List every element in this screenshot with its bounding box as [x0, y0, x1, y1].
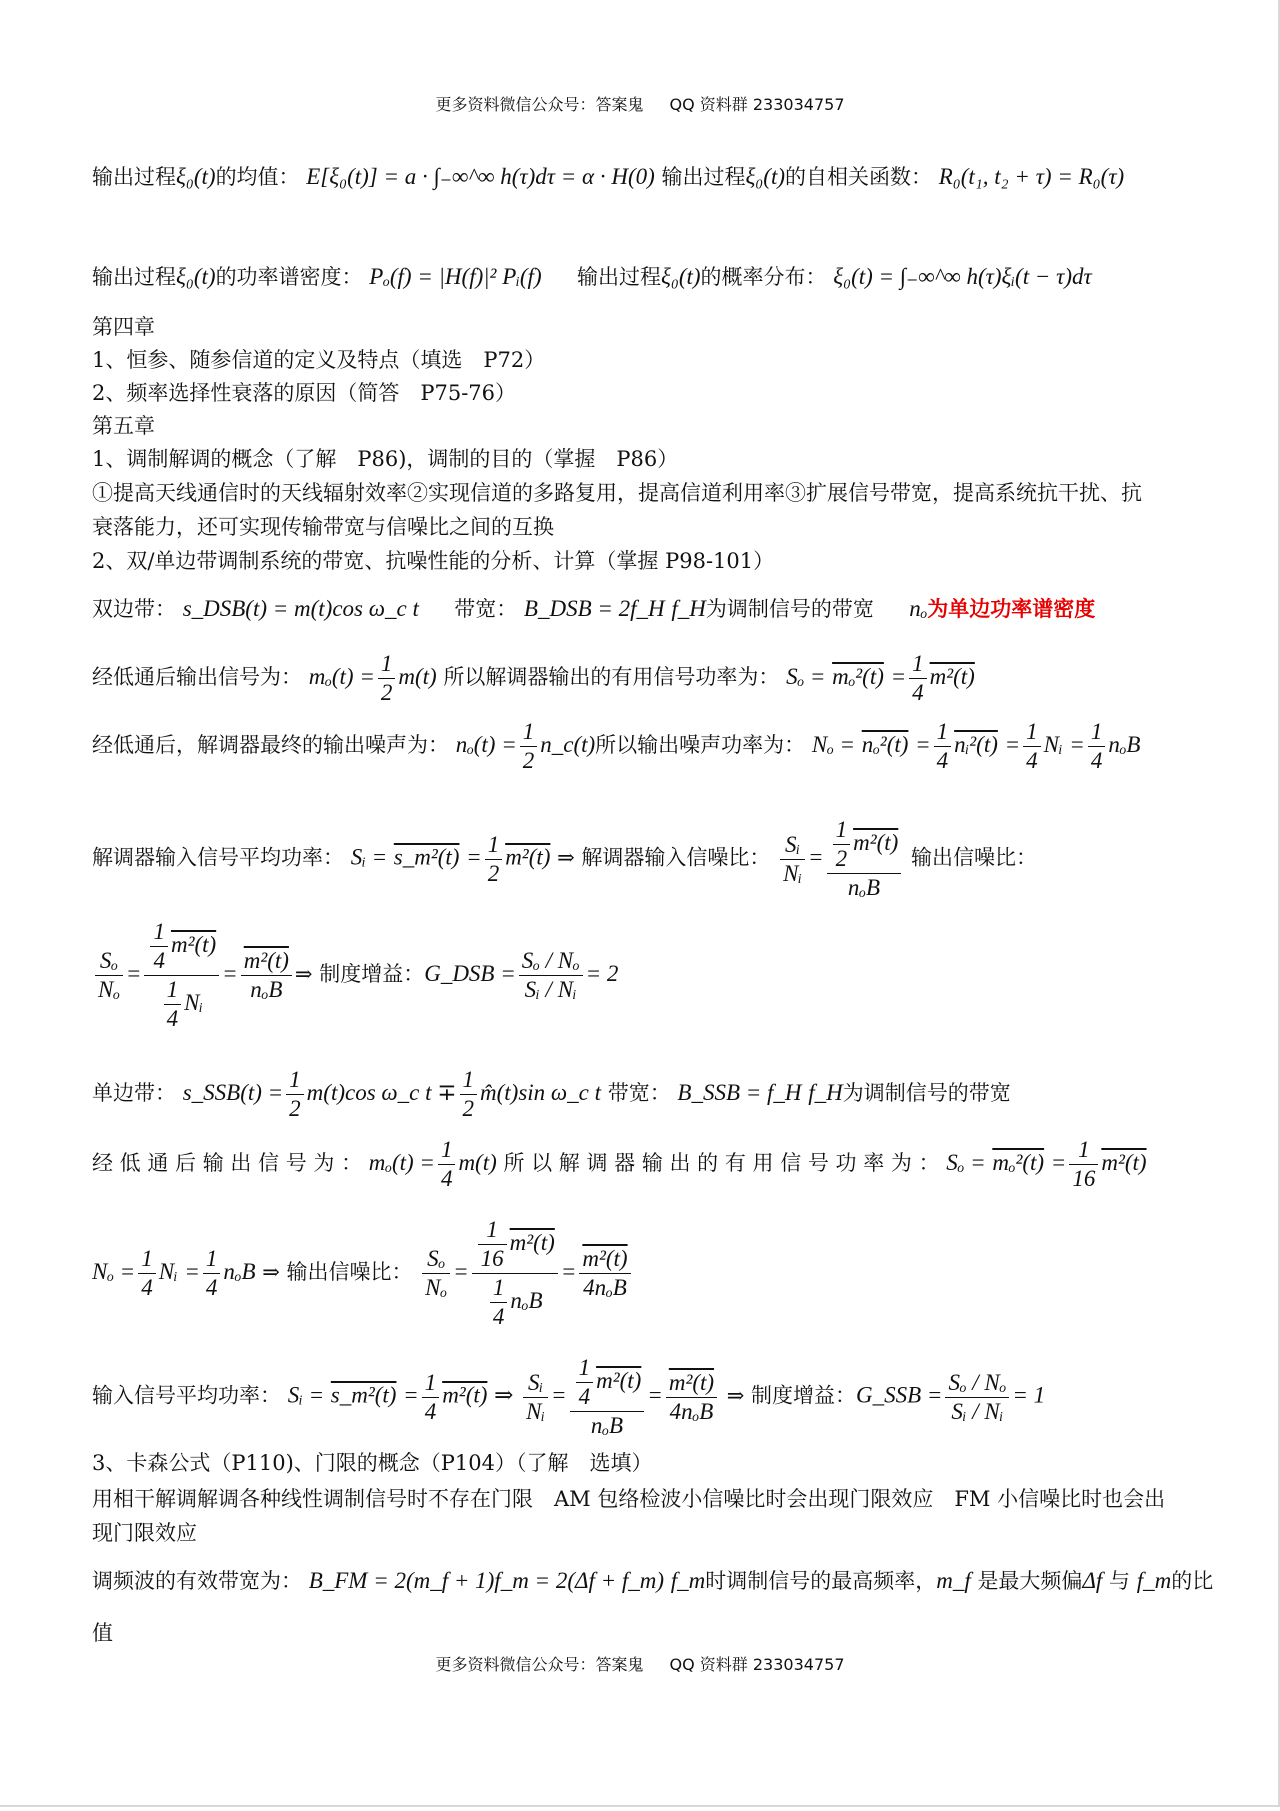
fraction-den: 4 [578, 1384, 591, 1409]
formula-mean: E[ξ₀(t)] = a · ∫₋∞^∞ h(τ)dτ = α · H(0) [306, 164, 655, 189]
fraction-num: 1 [1023, 718, 1041, 747]
fraction-den: 4 [153, 948, 165, 973]
fraction [934, 718, 952, 775]
text: 为调制信号的带宽 [705, 597, 874, 621]
formula: = [890, 664, 907, 689]
formula: = [125, 961, 142, 986]
fraction-num: 1 [1069, 1136, 1098, 1165]
formula: m²(t) [929, 664, 975, 689]
text: 解调器输入信号平均功率： [92, 845, 344, 870]
formula: = [1004, 732, 1021, 757]
fraction [945, 1369, 1009, 1426]
formula: m²(t) [170, 931, 217, 957]
fm-bandwidth-line-end: 值 [92, 1621, 113, 1645]
fraction [460, 1066, 478, 1123]
fraction-num: m²(t) [241, 947, 292, 976]
formula: Sₒ = [786, 664, 826, 689]
formula: s_m²(t) [393, 844, 460, 870]
fraction-den: 4 [205, 1275, 218, 1300]
formula: nₒ [909, 596, 928, 621]
fraction-den: 4 [166, 1006, 179, 1031]
fraction-den: 2 [522, 748, 535, 773]
text: 是最大频偏 [977, 1569, 1083, 1593]
ch5-item-3-detail-b: 现门限效应 [92, 1521, 197, 1545]
fraction-num: 1 [286, 1066, 304, 1095]
text: 的比 [1171, 1569, 1214, 1593]
formula: ξ₀(t) [660, 264, 701, 289]
text: 输出过程 [92, 265, 176, 289]
fraction-den: 2 [380, 680, 393, 705]
formula: nₒB [1108, 732, 1141, 757]
fraction-num: 1 [203, 1245, 221, 1274]
text: 输出信噪比： [910, 845, 1037, 870]
formula: n_c(t) [540, 732, 596, 757]
fraction [150, 918, 168, 975]
formula: ξ₀(t) [176, 164, 216, 189]
formula: = [466, 844, 482, 870]
formula: Sᵢ = [350, 844, 388, 870]
fraction [780, 831, 805, 888]
fraction-num: Sᵢ [780, 831, 805, 860]
formula: ξ₀(t) [745, 164, 786, 189]
formula-psd: Pₒ(f) = |H(f)|² Pᵢ(f) [369, 264, 542, 289]
fraction-den: 4 [492, 1304, 505, 1329]
formula: f_H [671, 596, 706, 621]
text: 输出过程 [92, 165, 176, 189]
fraction-den: Nᵢ [783, 860, 803, 886]
formula: = [915, 732, 931, 757]
dsb-gain-line [92, 918, 1218, 1033]
formula: Δf [1082, 1568, 1103, 1593]
text: 输出过程 [576, 265, 661, 289]
fraction [666, 1369, 717, 1426]
fraction [1023, 718, 1041, 775]
formula: s_SSB(t) = [182, 1080, 284, 1105]
fraction-den: 4 [936, 748, 949, 773]
fraction-num: m²(t) [666, 1369, 717, 1398]
text: 的均值： [215, 165, 300, 189]
text: 单边带： [92, 1081, 176, 1105]
text: 经 低 通 后 输 出 信 号 为 ： [92, 1151, 363, 1175]
ch5-item-1: 1、调制解调的概念（了解 P86)，调制的目的（掌握 P86） [92, 447, 679, 471]
formula: = [222, 961, 238, 986]
formula: Nₒ = [92, 1259, 136, 1284]
fraction-den: 2 [289, 1096, 301, 1121]
formula: = [808, 844, 824, 870]
ch5-item-3: 3、卡森公式（P110)、门限的概念（P104）（了解 选填） [92, 1451, 653, 1475]
formula: nₒ²(t) [861, 732, 909, 757]
fraction-den: 4nₒB [583, 1275, 627, 1300]
formula: m²(t) [505, 844, 551, 870]
formula-carson: B_FM = 2(m_f + 1)f_m = 2(Δf + f_m) [308, 1568, 665, 1593]
fraction [422, 1245, 450, 1302]
formula: mₒ(t) = [308, 664, 375, 689]
page-footer [0, 1652, 1280, 1675]
formula: m(t) [458, 1150, 497, 1175]
formula: Sᵢ = [287, 1382, 325, 1408]
dsb-output-noise-line [92, 718, 1218, 775]
fraction [520, 718, 538, 775]
fraction-num: 1 [164, 976, 182, 1005]
compound-fraction [827, 816, 902, 902]
fraction-num: 1 [422, 1369, 440, 1398]
highlight-text: 为单边功率谱密度 [927, 596, 1096, 621]
formula: nₒB [223, 1259, 256, 1284]
formula: = [551, 1382, 567, 1408]
fraction-den: 4 [141, 1275, 153, 1300]
fraction-num: 1 [576, 1354, 594, 1383]
formula: = [1050, 1150, 1067, 1175]
fraction-den: 4 [912, 680, 924, 705]
fraction [485, 831, 503, 888]
formula: = [403, 1382, 419, 1408]
compound-fraction [144, 918, 219, 1033]
formula: = 2 [585, 961, 619, 986]
fraction [378, 650, 396, 707]
fraction [138, 1245, 156, 1302]
formula: ξ₀(t) [176, 264, 216, 289]
formula: m_f [936, 1568, 971, 1593]
fraction-den: 4nₒB [669, 1398, 714, 1424]
fraction-num: Sₒ [95, 947, 123, 976]
formula: m̂(t)sin ω_c t [480, 1080, 602, 1105]
formula: f_m [670, 1568, 706, 1593]
text: 经低通后，解调器最终的输出噪声为： [92, 733, 449, 757]
formula: mₒ(t) = [368, 1150, 435, 1175]
formula: nᵢ²(t) [954, 732, 998, 757]
fraction [478, 1216, 507, 1273]
text: 输入信号平均功率： [92, 1383, 281, 1408]
text: 带宽： [454, 597, 518, 621]
formula: m²(t) [853, 829, 899, 855]
text: 调频波的有效带宽为： [92, 1569, 302, 1593]
formula: = [560, 1259, 577, 1284]
text: 的自相关函数： [785, 165, 933, 189]
formula: nₒB [510, 1287, 543, 1313]
fraction [1069, 1136, 1098, 1193]
fraction [438, 1136, 456, 1193]
formula: s_m²(t) [330, 1382, 397, 1408]
text: 所以解调器输出的有用信号功率为： [443, 665, 780, 689]
fraction-num: 1 [478, 1216, 507, 1245]
text: 的功率谱密度： [215, 265, 363, 289]
fraction [95, 947, 123, 1004]
fraction-num: 1 [1088, 718, 1106, 747]
text: 带宽： [607, 1081, 671, 1105]
formula: Nₒ = [811, 732, 856, 757]
fraction-den: Sᵢ / Nᵢ [524, 977, 577, 1002]
formula: G_SSB = [856, 1382, 943, 1408]
fraction-den: 4 [1026, 748, 1038, 773]
fraction-den: 16 [1072, 1166, 1096, 1191]
formula: = [1069, 732, 1085, 757]
text: 输出过程 [661, 165, 746, 189]
dsb-input-snr-line [92, 816, 1218, 902]
text: ⇒ 制度增益： [294, 962, 425, 986]
fraction-num: 1 [490, 1274, 508, 1303]
formula-dsb-signal: s_DSB(t) = m(t)cos ω_c t [182, 596, 419, 621]
dsb-line [92, 594, 1218, 624]
formula: mₒ²(t) [832, 664, 884, 689]
formula: = [453, 1259, 469, 1284]
fraction-den: 4 [440, 1166, 453, 1191]
fraction-num: 1 [485, 831, 503, 860]
formula: mₒ²(t) [992, 1150, 1045, 1175]
formula-autocorr: R₀(t₁, t₂ + τ) = R₀(τ) [938, 164, 1125, 189]
fraction [519, 947, 583, 1004]
fraction [203, 1245, 221, 1302]
formula: m²(t) [596, 1367, 642, 1393]
ch4-item-2: 2、频率选择性衰落的原因（简答 P75-76） [92, 381, 517, 405]
chapter-4-heading: 第四章 [92, 315, 155, 339]
text: 的概率分布： [700, 265, 827, 289]
fraction-den: 4 [424, 1398, 437, 1424]
fraction-den: 16 [480, 1246, 504, 1271]
formula: Nᵢ [1043, 732, 1063, 757]
formula: m²(t) [509, 1229, 555, 1255]
ssb-output-signal-line [92, 1136, 1218, 1193]
fraction-den: 2 [487, 860, 500, 886]
ch5-item-1-detail-b: 衰落能力，还可实现传输带宽与信噪比之间的互换 [92, 515, 554, 539]
fraction [1088, 718, 1106, 775]
fraction-den: 2 [835, 846, 848, 871]
formula: f_H [808, 1080, 843, 1105]
fraction-num: 1 [138, 1245, 156, 1274]
fraction-num: 1 [833, 816, 851, 845]
fraction [523, 1369, 548, 1426]
fraction-num: 1 [460, 1066, 478, 1095]
formula: m²(t) [1101, 1150, 1147, 1175]
fraction [579, 1245, 630, 1302]
formula: Nᵢ [184, 989, 204, 1015]
formula: nₒ(t) = [455, 732, 517, 757]
formula-distribution: ξ₀(t) = ∫₋∞^∞ h(τ)ξᵢ(t − τ)dτ [833, 264, 1092, 289]
formula: m²(t) [442, 1382, 488, 1408]
fraction-num: m²(t) [579, 1245, 630, 1274]
dsb-output-signal-line [92, 650, 1218, 707]
ssb-output-snr-line [92, 1216, 1218, 1331]
formula: f_m [1136, 1568, 1172, 1593]
fraction-den: nₒB [847, 875, 880, 900]
formula: = 1 [1012, 1382, 1046, 1408]
fraction [422, 1369, 440, 1426]
fraction-num: 1 [378, 650, 396, 679]
formula: = [184, 1259, 200, 1284]
output-mean-autocorr-line [92, 162, 1218, 192]
text: ⇒ 输出信噪比： [262, 1260, 413, 1284]
fraction-num: 1 [150, 918, 168, 947]
text: 所以输出噪声功率为： [595, 733, 806, 757]
footer-qq: QQ 资料群 233034757 [669, 1655, 845, 1674]
fraction-den: Sᵢ / Nᵢ [951, 1398, 1004, 1424]
text: 为调制信号的带宽 [842, 1081, 1011, 1105]
fraction-num: 1 [909, 650, 927, 679]
text: 所 以 解 调 器 输 出 的 有 用 信 号 功 率 为 ： [503, 1151, 940, 1175]
fraction [576, 1354, 594, 1411]
footer-wechat: 更多资料微信公众号：答案鬼 [435, 1655, 644, 1674]
header-wechat: 更多资料微信公众号：答案鬼 [435, 95, 644, 114]
text: 时调制信号的最高频率， [705, 1569, 937, 1593]
fraction [164, 976, 182, 1033]
text: 经低通后输出信号为： [92, 665, 302, 689]
fraction-den: Nₒ [98, 977, 120, 1002]
ssb-gain-line: 输入信号平均功率： Sᵢ = s_m²(t) = $\frac{1}{4}$ m²(t) ⇒ $\frac{\text{Sᵢ}}{\text{Nᵢ}}$ = $\frac{1}{4}$ m²(t) nₒB = $\frac{\text{m²(t)}}{\text{4nₒB}}$ ⇒ 制度增益：G_SSB = $\frac{\text{Sₒ / Nₒ}}{\text{Sᵢ / Nᵢ}}$ = 1 [92, 1355, 1046, 1438]
formula-ssb-bandwidth: B_SSB = f_H [677, 1080, 802, 1105]
formula-dsb-bandwidth: B_DSB = 2f_H [523, 596, 665, 621]
header-qq: QQ 资料群 233034757 [669, 95, 845, 114]
chapter-5-heading: 第五章 [92, 414, 155, 438]
fraction-num: Sₒ / Nₒ [519, 947, 583, 976]
formula: Nᵢ [158, 1259, 178, 1284]
fraction [490, 1274, 508, 1331]
fm-bandwidth-line [92, 1566, 1218, 1596]
fraction-den: 2 [462, 1096, 475, 1121]
formula: Sₒ = [946, 1150, 986, 1175]
fraction-den: Nᵢ [526, 1398, 546, 1424]
formula: G_DSB = [424, 961, 516, 986]
fraction-num: Sₒ / Nₒ [945, 1369, 1009, 1398]
fraction-num: 1 [438, 1136, 456, 1165]
fraction-den: Nₒ [425, 1275, 448, 1300]
fraction-den: 4 [1090, 748, 1103, 773]
text: ⇒ 制度增益： [726, 1383, 857, 1408]
ch4-item-1: 1、恒参、随参信道的定义及特点（填选 P72） [92, 348, 546, 372]
formula: = [647, 1382, 663, 1408]
output-psd-dist-line [92, 262, 1218, 292]
fraction [286, 1066, 304, 1123]
ch5-item-2: 2、双/单边带调制系统的带宽、抗噪性能的分析、计算（掌握 P98-101） [92, 549, 775, 573]
formula: m(t)cos ω_c t ∓ [306, 1080, 457, 1105]
ssb-line [92, 1066, 1218, 1123]
page-header [0, 92, 1280, 115]
text: 双边带： [92, 597, 176, 621]
ch5-item-3-detail-a: 用相干解调解调各种线性调制信号时不存在门限 AM 包络检波小信噪比时会出现门限效应 FM 小信噪比时也会出 [92, 1487, 1166, 1511]
text: 与 [1109, 1569, 1131, 1593]
compound-fraction [472, 1216, 558, 1331]
fraction-num: Sₒ [422, 1245, 450, 1274]
text: ⇒ 解调器输入信噪比： [557, 845, 771, 870]
fraction-den: nₒB [250, 977, 283, 1002]
formula: m(t) [398, 664, 437, 689]
fraction [241, 947, 292, 1004]
fraction-num: 1 [520, 718, 538, 747]
compound-fraction [570, 1354, 645, 1440]
fraction-num: Sᵢ [523, 1369, 548, 1398]
fraction-den: nₒB [590, 1413, 623, 1438]
fraction [833, 816, 851, 873]
fraction-num: 1 [934, 718, 952, 747]
ch5-item-1-detail-a: ①提高天线通信时的天线辐射效率②实现信道的多路复用，提高信道利用率③扩展信号带宽，提高系统抗干扰、抗 [92, 481, 1142, 505]
fraction [909, 650, 927, 707]
